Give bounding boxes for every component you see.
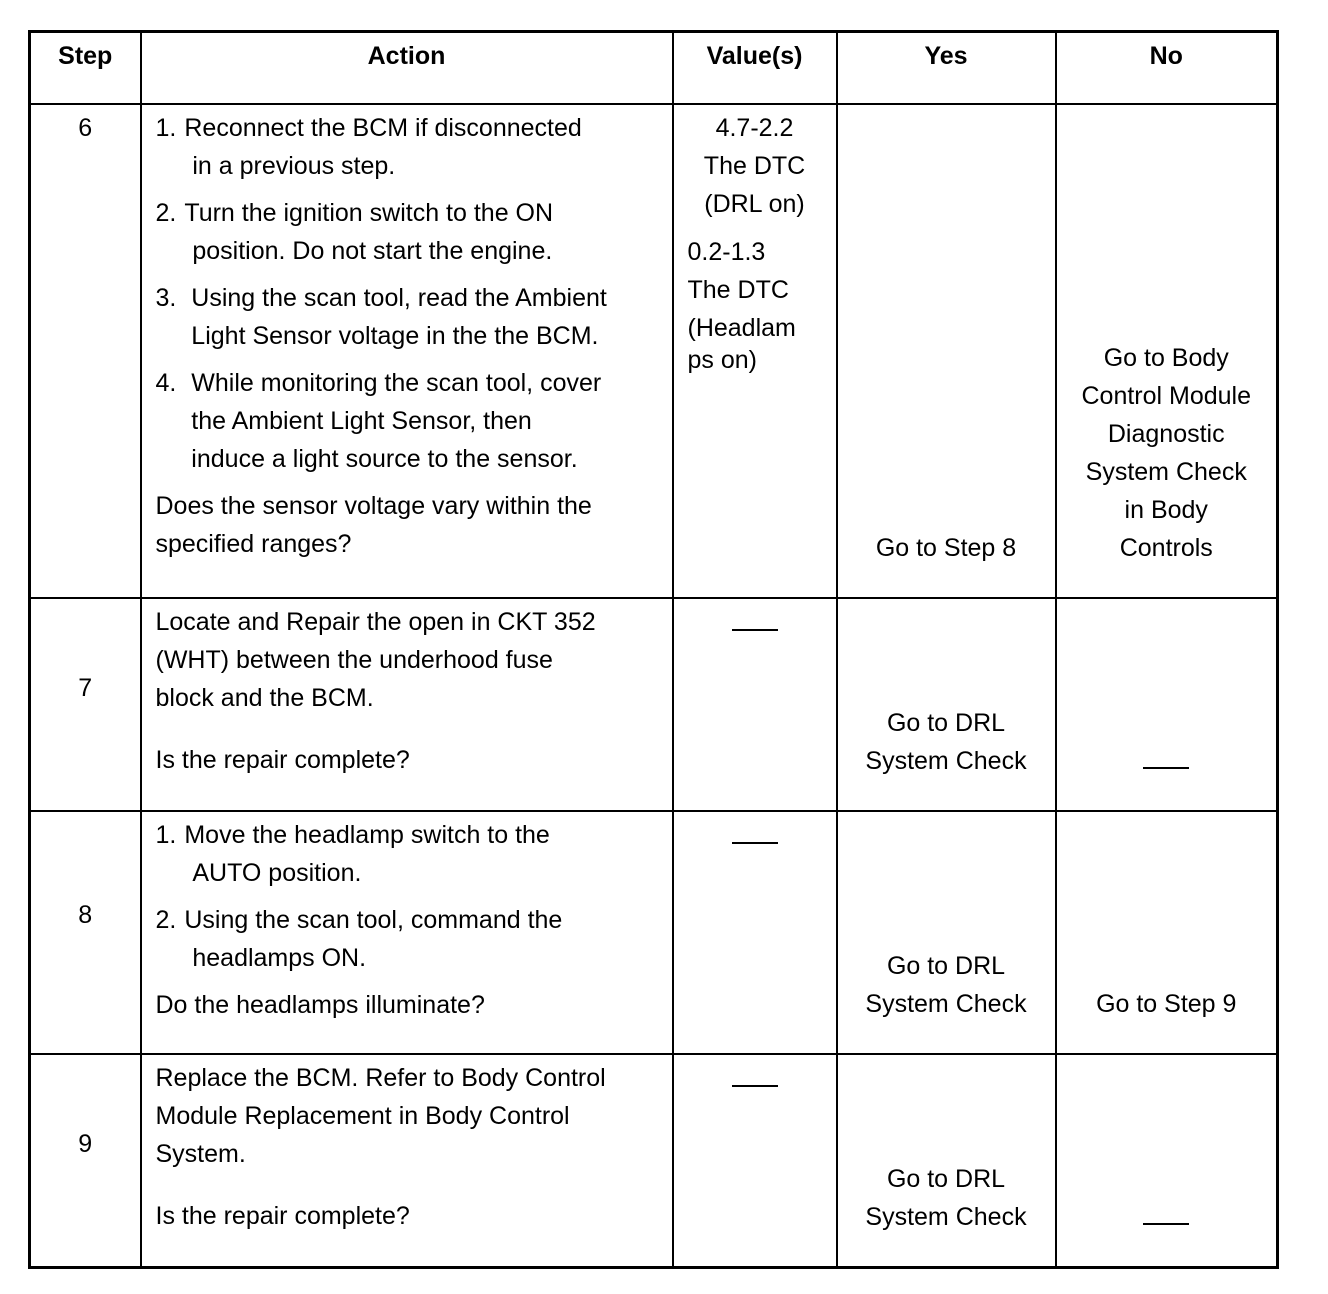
item-line: position. Do not start the engine. [192,236,553,265]
item-line: the Ambient Light Sensor, then [191,406,532,435]
item-line: in a previous step. [192,151,396,180]
no-cell [1056,104,1278,598]
item-number: 3. [155,283,184,312]
item-line: Turn the ignition switch to the ON [184,198,554,227]
value-range: 4.7-2.2 [715,113,794,142]
value-label: (Headlam [687,313,796,342]
diagnostic-table [28,30,1279,1269]
action-question: Do the headlamps illuminate? [155,990,485,1019]
item-line: Move the headlamp switch to the [184,820,550,849]
yes-result-line: System Check [865,1203,1027,1231]
action-line: block and the BCM. [155,683,374,712]
no-result-line: System Check [1085,457,1247,486]
yes-cell [837,811,1056,1054]
item-line: Reconnect the BCM if disconnected [184,113,582,142]
no-cell [1056,811,1278,1054]
no-result-line: Diagnostic [1107,419,1225,448]
table-row-step-6 [30,104,1278,598]
value-headlamps [674,233,836,379]
action-question: Is the repair complete? [155,745,410,774]
table-row-step-7 [30,598,1278,811]
value-label: ps on) [687,345,757,374]
yes-result-line: System Check [865,989,1027,1018]
yes-cell [837,598,1056,811]
no-result: Go to Step 9 [1096,989,1237,1018]
empty-result-dash [1143,1223,1189,1225]
header-yes: Yes [837,32,1056,104]
action-item [156,279,662,355]
yes-result-line: Go to DRL [886,708,1006,737]
item-number: 4. [155,368,184,397]
empty-value-dash [732,842,778,844]
step-number: 7 [30,598,141,811]
value-label: The DTC [703,151,806,180]
item-line: headlamps ON. [192,943,367,972]
action-cell [141,104,673,598]
empty-value-dash [732,629,778,631]
no-result-line: Go to Body [1103,343,1229,372]
item-number: 1. [155,113,177,142]
values-cell [673,598,837,811]
action-item [156,816,662,892]
no-cell [1056,1054,1278,1268]
table-row-step-8 [30,811,1278,1054]
action-item [156,194,662,270]
yes-cell [837,1054,1056,1268]
action-line: Replace the BCM. Refer to Body Control [155,1063,606,1092]
value-drl [674,109,836,223]
yes-result: Go to Step 8 [875,533,1017,562]
item-number: 1. [155,820,177,849]
item-number: 2. [155,198,177,227]
action-question: Does the sensor voltage vary within the specified ranges? [155,491,592,558]
action-item [156,901,662,977]
action-cell [141,811,673,1054]
item-line: Using the scan tool, read the Ambient [191,283,607,312]
header-row [30,32,1278,104]
action-item [156,109,662,185]
item-line: induce a light source to the sensor. [191,444,578,473]
action-line: (WHT) between the underhood fuse [155,645,553,674]
step-number: 8 [30,811,141,1054]
value-label: The DTC [687,275,789,304]
action-cell [141,598,673,811]
no-result-line: Controls [1119,533,1213,562]
table-row-step-9 [30,1054,1278,1268]
values-cell [673,1054,837,1268]
header-values: Value(s) [673,32,837,104]
values-cell [673,811,837,1054]
step-number: 9 [30,1054,141,1268]
yes-result-line: Go to DRL [886,951,1006,980]
header-action: Action [141,32,673,104]
no-result-line: Control Module [1081,381,1252,410]
item-line: AUTO position. [192,858,362,887]
item-number: 2. [155,905,177,934]
action-cell [141,1054,673,1268]
action-line: Locate and Repair the open in CKT 352 [155,607,596,636]
no-cell [1056,598,1278,811]
action-line: System. [155,1139,246,1168]
item-line: Light Sensor voltage in the the BCM. [191,321,599,350]
no-result-line: in Body [1124,495,1208,524]
empty-value-dash [732,1085,778,1087]
action-item [156,364,662,478]
step-number: 6 [30,104,141,598]
action-question: Is the repair complete? [155,1201,410,1230]
values-cell [673,104,837,598]
header-no: No [1056,32,1278,104]
value-range: 0.2-1.3 [687,237,766,266]
action-line: Module Replacement in Body Control [155,1101,570,1130]
empty-result-dash [1143,767,1189,769]
yes-result-line: System Check [865,746,1027,775]
header-step: Step [30,32,141,104]
yes-cell [837,104,1056,598]
item-line: Using the scan tool, command the [184,905,563,934]
yes-result-line: Go to DRL [886,1165,1006,1193]
item-line: While monitoring the scan tool, cover [191,368,602,397]
value-label: (DRL on) [704,189,805,218]
